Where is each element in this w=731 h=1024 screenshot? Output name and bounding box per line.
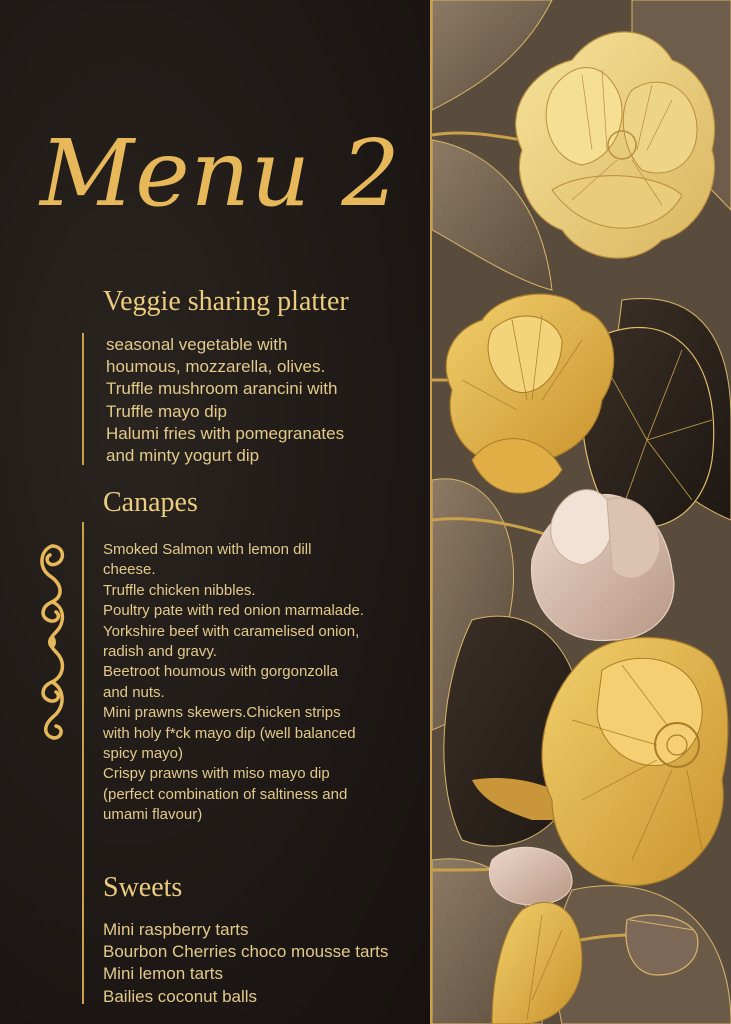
list-item: Crispy prawns with miso mayo dip <box>103 765 330 783</box>
list-item: Mini prawns skewers.Chicken strips <box>103 704 341 722</box>
list-item: Truffle mushroom arancini with <box>106 379 338 399</box>
list-item: Mini raspberry tarts <box>103 920 249 939</box>
list-item: Yorkshire beef with caramelised onion, <box>103 622 360 640</box>
list-item: (perfect combination of saltiness and <box>103 785 348 803</box>
list-item: Halumi fries with pomegranates <box>106 423 345 443</box>
list-item: Bailies coconut balls <box>103 986 258 1006</box>
section-heading-veggie: Veggie sharing platter <box>103 286 349 317</box>
menu-title: Menu 2 <box>40 120 401 227</box>
list-item: houmous, mozzarella, olives. <box>106 357 326 377</box>
veggie-rule <box>82 333 84 465</box>
gold-lotus-flower-illustration <box>432 0 731 1024</box>
floral-artwork <box>432 0 731 1024</box>
canapes-sweets-rule <box>82 522 84 1004</box>
list-item: Poultry pate with red onion marmalade. <box>103 602 364 620</box>
section-heading-canapes: Canapes <box>103 487 198 518</box>
canapes-items <box>103 540 364 826</box>
list-item: radish and gravy. <box>103 643 217 661</box>
list-item: Bourbon Cherries choco mousse tarts <box>103 942 389 962</box>
list-item: and minty yogurt dip <box>106 446 260 466</box>
section-heading-sweets: Sweets <box>103 872 183 903</box>
list-item: Mini lemon tarts <box>103 964 223 984</box>
sweets-items <box>103 919 388 1008</box>
gold-scroll-flourish-icon <box>34 540 70 744</box>
list-item: umami flavour) <box>103 806 203 824</box>
veggie-items <box>106 334 344 467</box>
list-item: with holy f*ck mayo dip (well balanced <box>103 724 356 742</box>
list-item: Truffle chicken nibbles. <box>103 581 256 599</box>
list-item: Smoked Salmon with lemon dill <box>103 541 312 558</box>
list-item: spicy mayo) <box>103 745 184 763</box>
list-item: Truffle mayo dip <box>106 401 227 421</box>
list-item: and nuts. <box>103 683 165 701</box>
list-item: seasonal vegetable with <box>106 335 288 354</box>
list-item: cheese. <box>103 561 156 579</box>
list-item: Beetroot houmous with gorgonzolla <box>103 663 339 681</box>
